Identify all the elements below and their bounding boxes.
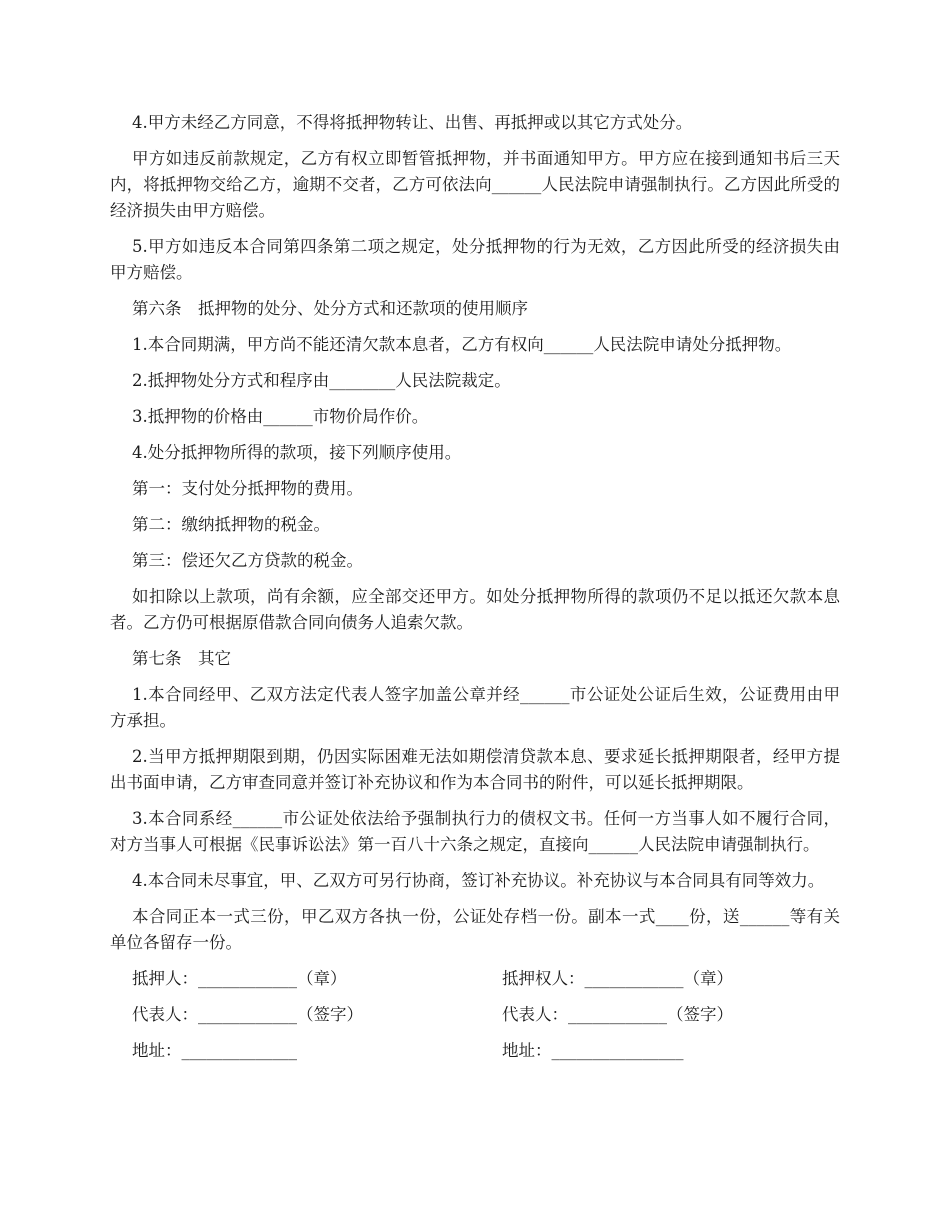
clause-6-4-third: 第三：偿还欠乙方贷款的税金。 [132, 551, 363, 570]
clause-6-4-second: 第二：缴纳抵押物的税金。 [132, 515, 330, 534]
copies-clause: 本合同正本一式三份，甲乙双方各执一份，公证处存档一份。副本一式____份，送______等有关单位各留存一份。 [110, 907, 840, 952]
signature-block [110, 966, 840, 1064]
mortgagee-address-field: 地址：________________ [502, 1041, 684, 1060]
signature-row-seal [110, 966, 840, 992]
mortgagor-representative-field: 代表人：____________（签字） [132, 1005, 363, 1024]
clause-6-3: 3.抵押物的价格由______市物价局作价。 [132, 407, 429, 426]
mortgagor-seal-field: 抵押人：____________（章） [132, 969, 347, 988]
signature-row-address [110, 1038, 840, 1064]
article-7-heading: 第七条 其它 [132, 649, 231, 668]
clause-6-2: 2.抵押物处分方式和程序由________人民法院裁定。 [132, 371, 511, 390]
mortgagee-representative-field: 代表人：____________（签字） [502, 1005, 733, 1024]
clause-7-2: 2.当甲方抵押期限到期，仍因实际困难无法如期偿清贷款本息、要求延长抵押期限者，经甲方提出书面申请，乙方审查同意并签订补充协议和作为本合同书的附件，可以延长抵押期限。 [110, 747, 840, 792]
clause-5-4: 4.甲方未经乙方同意，不得将抵押物转让、出售、再抵押或以其它方式处分。 [132, 113, 693, 132]
clause-7-1: 1.本合同经甲、乙双方法定代表人签字加盖公章并经______市公证处公证后生效，公证费用由甲方承担。 [110, 685, 840, 730]
contract-body [110, 110, 840, 1074]
clause-6-4-first: 第一：支付处分抵押物的费用。 [132, 479, 363, 498]
clause-7-4: 4.本合同未尽事宜，甲、乙双方可另行协商，签订补充协议。补充协议与本合同具有同等效力。 [132, 871, 825, 890]
clause-5-4-note: 甲方如违反前款规定，乙方有权立即暂管抵押物，并书面通知甲方。甲方应在接到通知书后三天内，将抵押物交给乙方，逾期不交者，乙方可依法向______人民法院申请强制执行。乙方因此所受的经济损失由甲方赔偿。 [110, 149, 840, 220]
clause-5-5: 5.甲方如违反本合同第四条第二项之规定，处分抵押物的行为无效，乙方因此所受的经济损失由甲方赔偿。 [110, 237, 840, 282]
clause-7-3: 3.本合同系经______市公证处依法给予强制执行力的债权文书。任何一方当事人如不履行合同，对方当事人可根据《民事诉讼法》第一百八十六条之规定，直接向______人民法院申请强制执行。 [110, 809, 840, 854]
clause-6-4: 4.处分抵押物所得的款项，接下列顺序使用。 [132, 443, 462, 462]
article-6-heading: 第六条 抵押物的处分、处分方式和还款项的使用顺序 [132, 299, 528, 318]
mortgagor-address-field: 地址：______________ [132, 1041, 297, 1060]
clause-6-remainder: 如扣除以上款项，尚有余额，应全部交还甲方。如处分抵押物所得的款项仍不足以抵还欠款本息者。乙方仍可根据原借款合同向债务人追索欠款。 [110, 587, 840, 632]
signature-row-representative [110, 1002, 840, 1028]
mortgagee-seal-field: 抵押权人：____________（章） [502, 969, 733, 988]
clause-6-1: 1.本合同期满，甲方尚不能还清欠款本息者，乙方有权向______人民法院申请处分抵押物。 [132, 335, 792, 354]
